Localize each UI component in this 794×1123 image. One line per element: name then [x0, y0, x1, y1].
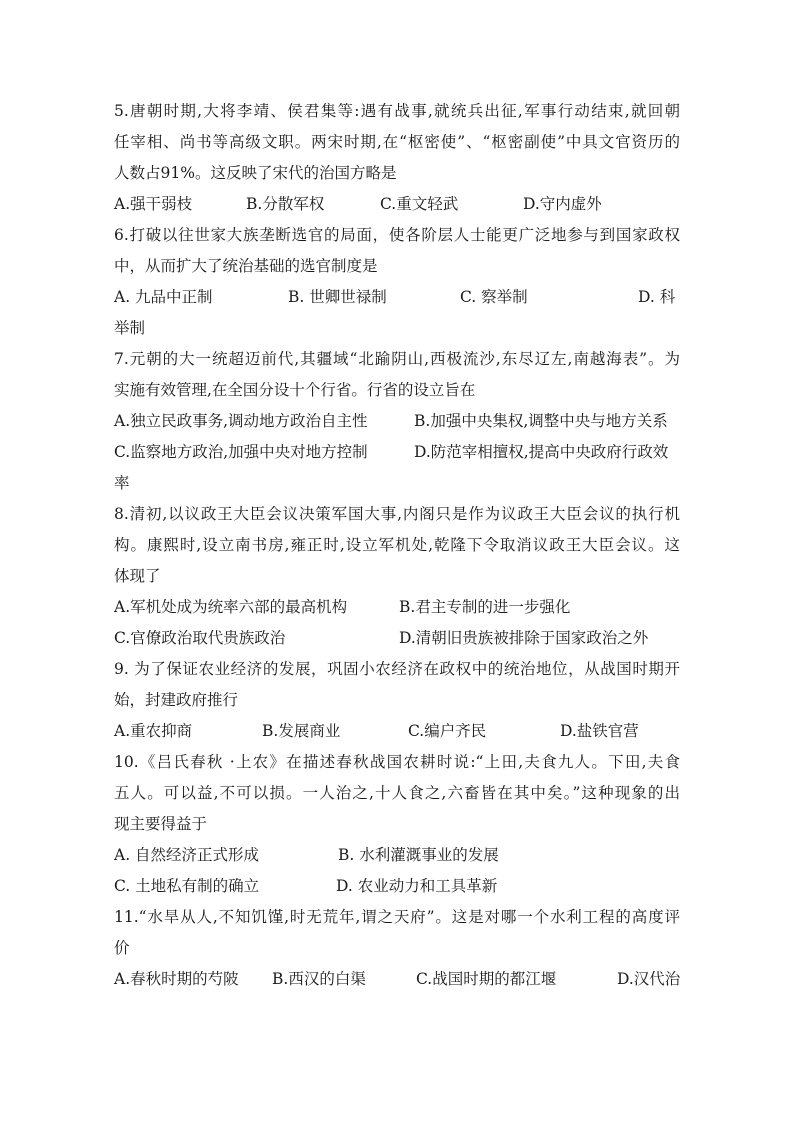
option-d[interactable]: D.盐铁官营 — [560, 722, 639, 740]
exam-page — [114, 96, 680, 995]
question-7 — [114, 344, 680, 499]
options-row — [114, 189, 680, 220]
option-d[interactable]: D.守内虚外 — [523, 195, 602, 213]
options-row — [114, 623, 680, 654]
question-5 — [114, 96, 680, 220]
question-text: 体现了 — [114, 567, 161, 585]
option-a[interactable]: A. 自然经济正式形成 — [114, 846, 260, 864]
question-text: 10.《吕氏春秋 ·上农》在描述春秋战国农耕时说:“上田,夫食九人。下田,夫食 — [114, 753, 680, 771]
option-a[interactable]: A.春秋时期的芍陂 — [114, 970, 239, 988]
options-row — [114, 716, 680, 747]
question-8 — [114, 499, 680, 654]
question-text: 11.“水旱从人,不知饥馑,时无荒年,谓之天府”。这是对哪一个水利工程的高度评 — [114, 908, 680, 926]
option-d[interactable]: D. 科 — [638, 288, 676, 306]
question-11 — [114, 902, 680, 995]
question-9 — [114, 654, 680, 747]
option-c[interactable]: C.战国时期的都江堰 — [416, 970, 557, 988]
question-text: 任宰相、尚书等高级文职。两宋时期,在“枢密使”、“枢密副使”中具文官资历的 — [114, 133, 680, 151]
option-a[interactable]: A.强干弱枝 — [114, 195, 193, 213]
question-text: 6.打破以往世家大族垄断选官的局面，使各阶层人士能更广泛地参与到国家政权 — [114, 226, 680, 244]
option-d[interactable]: D.汉代治 — [617, 970, 681, 988]
options-row — [114, 840, 680, 871]
question-6 — [114, 220, 680, 344]
option-a[interactable]: A.重农抑商 — [114, 722, 193, 740]
question-text: 中，从而扩大了统治基础的选官制度是 — [114, 257, 378, 275]
question-text: 始，封建政府推行 — [114, 691, 239, 709]
question-text: 5.唐朝时期,大将李靖、侯君集等:遇有战事,就统兵出征,军事行动结束,就回朝 — [114, 102, 680, 120]
question-text: 9. 为了保证农业经济的发展，巩固小农经济在政权中的统治地位，从战国时期开 — [114, 660, 680, 678]
option-b[interactable]: B.西汉的白渠 — [272, 970, 366, 988]
options-row — [114, 964, 680, 995]
option-a[interactable]: A. 九品中正制 — [114, 288, 213, 306]
options-row — [114, 437, 680, 468]
options-row — [114, 592, 680, 623]
question-text: 现主要得益于 — [114, 815, 208, 833]
option-b[interactable]: B.发展商业 — [262, 722, 341, 740]
option-b[interactable]: B.加强中央集权,调整中央与地方关系 — [414, 412, 668, 430]
option-b[interactable]: B.君主专制的进一步强化 — [399, 598, 571, 616]
options-row — [114, 871, 680, 902]
question-text: 实施有效管理,在全国分设十个行省。行省的设立旨在 — [114, 381, 476, 399]
question-text: 人数占91%。这反映了宋代的治国方略是 — [114, 164, 397, 182]
option-c[interactable]: C.重文轻武 — [380, 195, 459, 213]
question-text: 五人。可以益,不可以损。一人治之,十人食之,六畜皆在其中矣。”这种现象的出 — [114, 784, 680, 802]
option-c[interactable]: C.官僚政治取代贵族政治 — [114, 629, 286, 647]
option-a[interactable]: A.独立民政事务,调动地方政治自主性 — [114, 412, 368, 430]
option-b[interactable]: B. 世卿世禄制 — [288, 288, 387, 306]
option-d[interactable]: D. 农业动力和工具革新 — [336, 877, 498, 895]
question-10 — [114, 747, 680, 902]
options-row — [114, 406, 680, 437]
option-a[interactable]: A.军机处成为统率六部的最高机构 — [114, 598, 348, 616]
option-continuation: 率 — [114, 474, 130, 492]
question-text: 构。康熙时,设立南书房,雍正时,设立军机处,乾隆下令取消议政王大臣会议。这 — [114, 536, 680, 554]
option-c[interactable]: C. 土地私有制的确立 — [114, 877, 260, 895]
options-row — [114, 282, 680, 313]
option-c[interactable]: C.监察地方政治,加强中央对地方控制 — [114, 443, 368, 461]
question-text: 价 — [114, 939, 130, 957]
question-text: 8.清初,以议政王大臣会议决策军国大事,内阁只是作为议政王大臣会议的执行机 — [114, 505, 680, 523]
option-b[interactable]: B.分散军权 — [246, 195, 325, 213]
option-continuation: 举制 — [114, 319, 146, 337]
question-text: 7.元朝的大一统超迈前代,其疆域“北踰阴山,西极流沙,东尽辽左,南越海表”。为 — [114, 350, 680, 368]
option-d[interactable]: D.防范宰相擅权,提高中央政府行政效 — [414, 443, 669, 461]
option-d[interactable]: D.清朝旧贵族被排除于国家政治之外 — [399, 629, 649, 647]
option-c[interactable]: C. 察举制 — [460, 288, 528, 306]
option-b[interactable]: B. 水利灌溉事业的发展 — [338, 846, 499, 864]
option-c[interactable]: C.编户齐民 — [408, 722, 487, 740]
